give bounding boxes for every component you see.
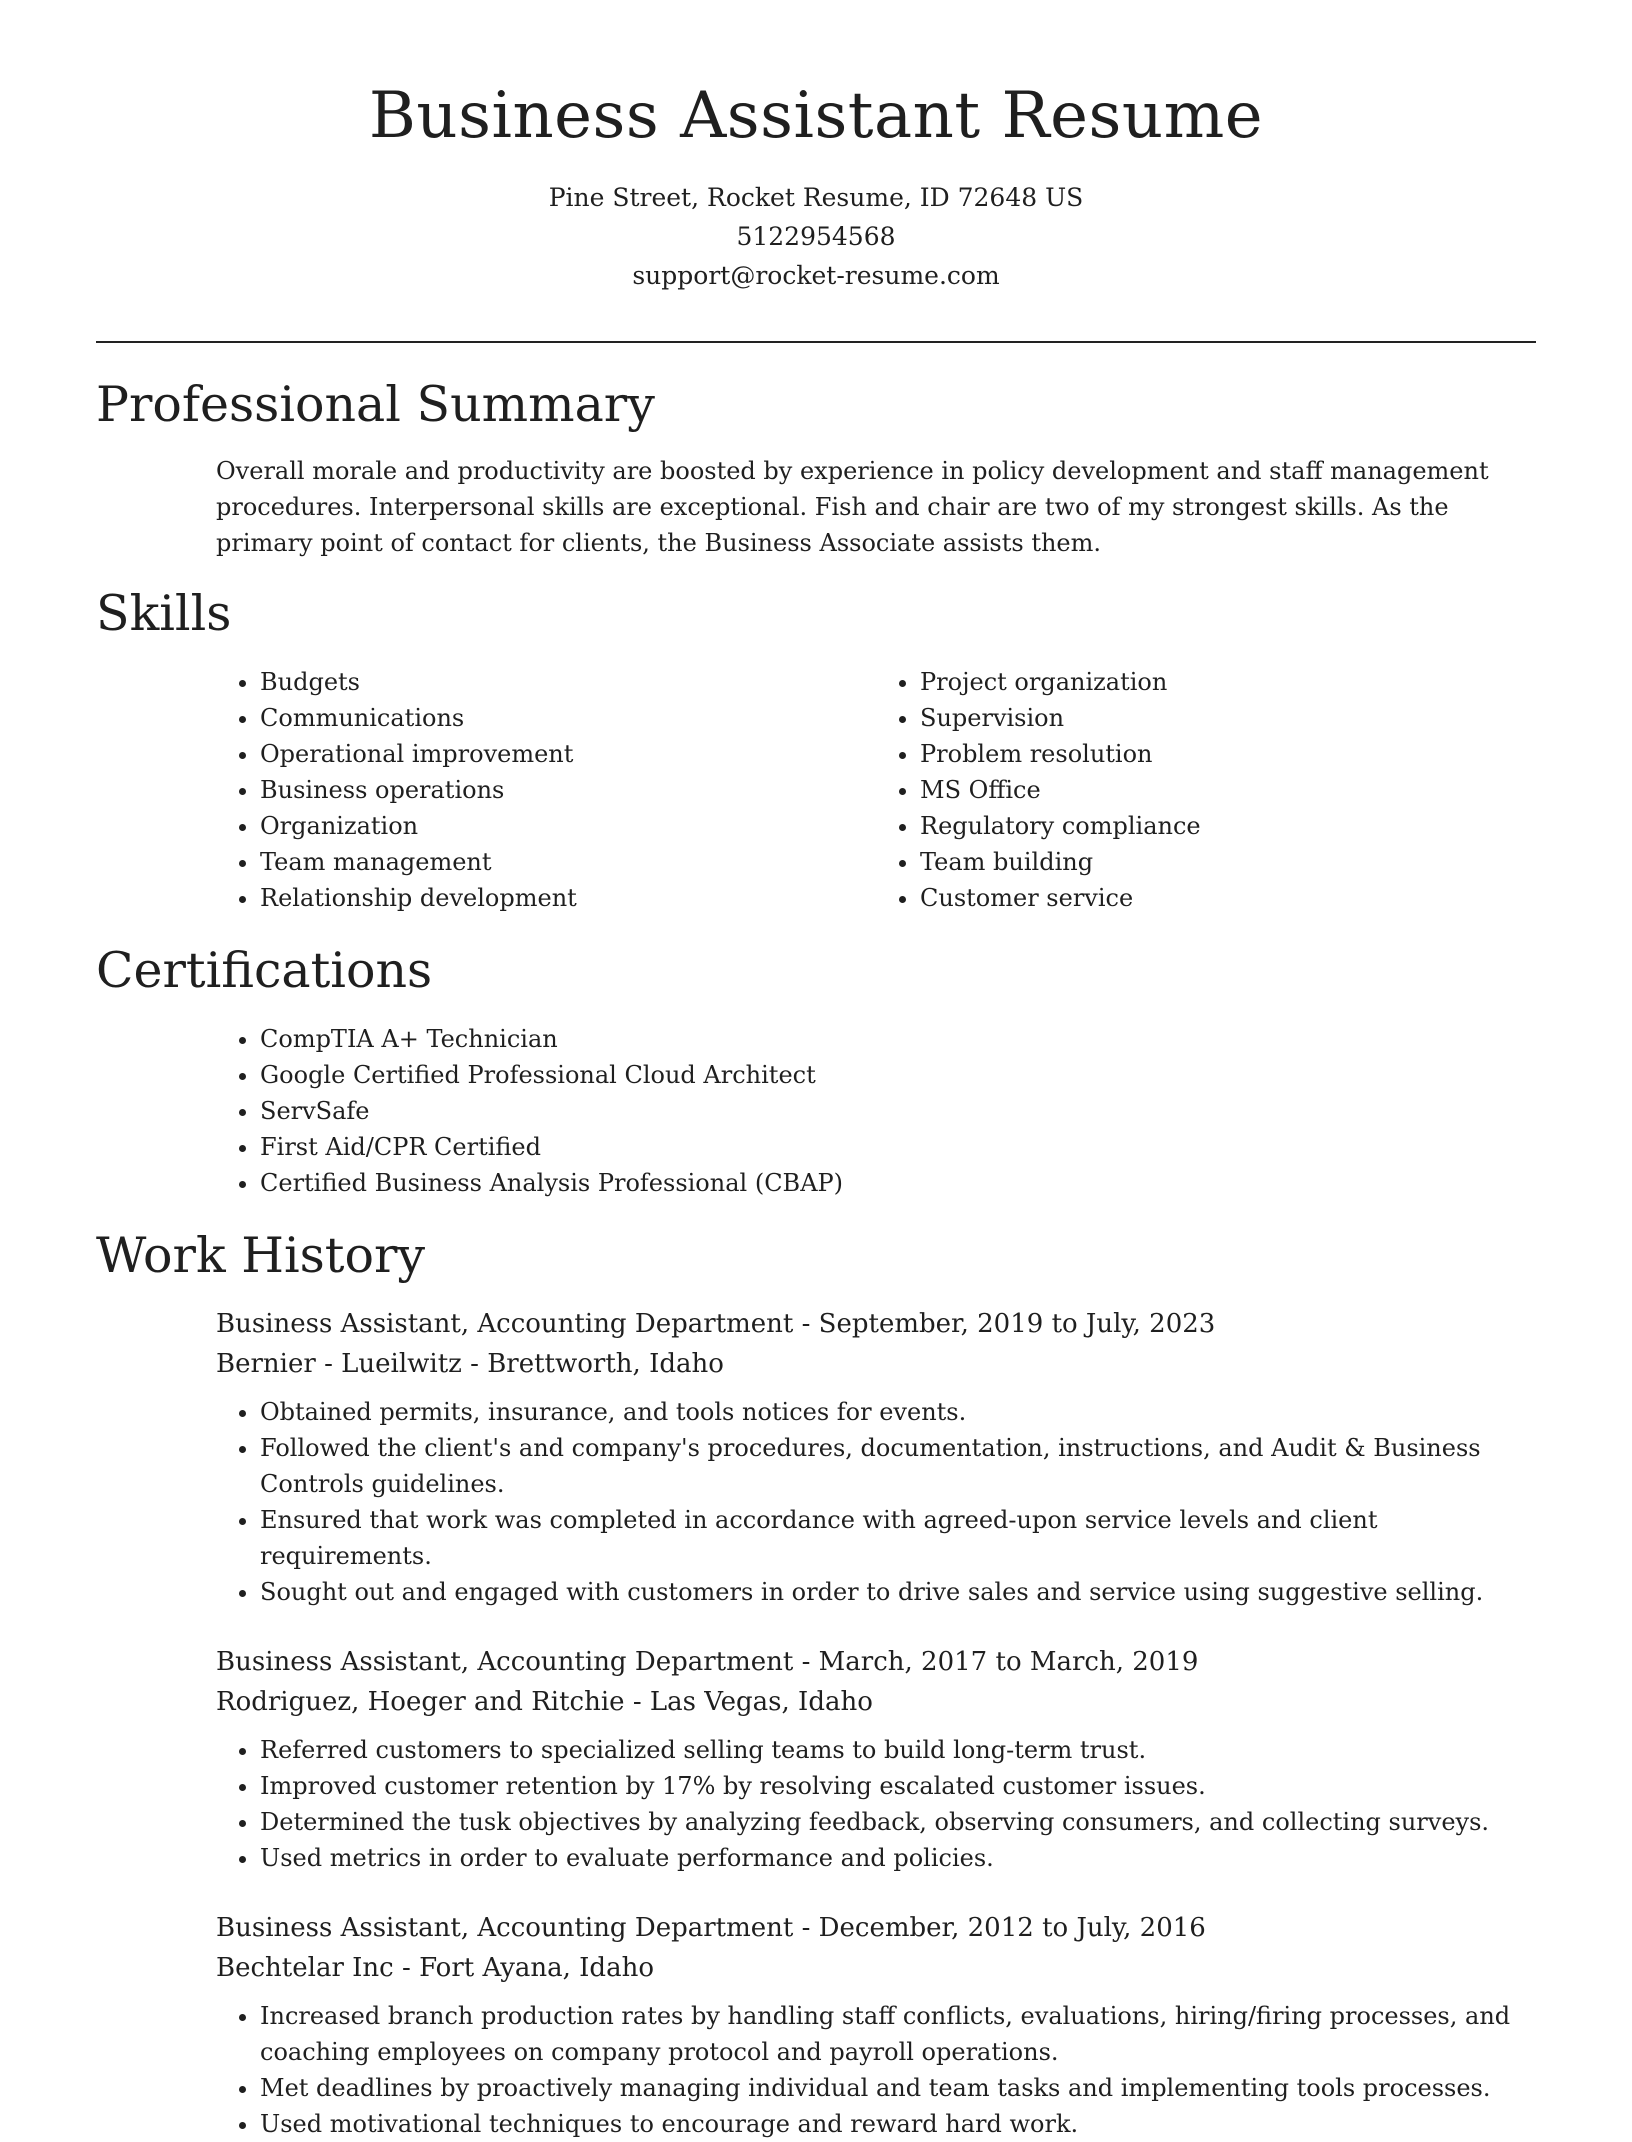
resume-body bbox=[96, 376, 1536, 2142]
duty-item: • Met deadlines by proactively managing individual and team tasks and implementing tools processes. bbox=[260, 2070, 1550, 2106]
skill-item: • Team management bbox=[260, 844, 876, 880]
skill-item: • Relationship development bbox=[260, 880, 876, 916]
skill-item: • Operational improvement bbox=[260, 736, 876, 772]
certifications-heading: Certifications bbox=[96, 942, 433, 999]
duty-item: • Improved customer retention by 17% by resolving escalated customer issues. bbox=[260, 1768, 1550, 1804]
job-company: Rodriguez, Hoeger and Ritchie bbox=[216, 1687, 625, 1717]
job-dates: March, 2017 to March, 2019 bbox=[818, 1647, 1199, 1677]
job-duties bbox=[216, 1394, 1550, 1610]
job-duties bbox=[216, 1732, 1550, 1876]
certification-item: • Google Certified Professional Cloud Architect bbox=[260, 1057, 1536, 1093]
job-separator: - bbox=[801, 1309, 819, 1339]
job-dates: September, 2019 to July, 2023 bbox=[818, 1309, 1216, 1339]
skill-item: • Supervision bbox=[920, 700, 1536, 736]
job-employer bbox=[216, 1948, 1536, 1988]
job-duties bbox=[216, 1998, 1550, 2142]
job-dates: December, 2012 to July, 2016 bbox=[818, 1913, 1206, 1943]
summary-heading: Professional Summary bbox=[96, 376, 655, 433]
job-separator: - bbox=[632, 1687, 650, 1717]
job-heading bbox=[216, 1642, 1536, 1682]
skill-item: • Team building bbox=[920, 844, 1536, 880]
skill-item: • Project organization bbox=[920, 664, 1536, 700]
skill-item: • Regulatory compliance bbox=[920, 808, 1536, 844]
certification-item: • ServSafe bbox=[260, 1093, 1536, 1129]
header-divider bbox=[96, 341, 1536, 343]
skills-grid bbox=[216, 664, 1536, 916]
job-separator: - bbox=[470, 1349, 488, 1379]
job-company: Bechtelar Inc bbox=[216, 1953, 394, 1983]
duty-item: • Determined the tusk objectives by analyzing feedback, observing consumers, and collecting surveys. bbox=[260, 1804, 1550, 1840]
summary-section bbox=[96, 376, 1536, 561]
job-separator: - bbox=[801, 1913, 819, 1943]
skills-section bbox=[96, 585, 1536, 916]
job-employer bbox=[216, 1682, 1536, 1722]
skill-item: • Customer service bbox=[920, 880, 1536, 916]
job-heading bbox=[216, 1908, 1536, 1948]
summary-text: Overall morale and productivity are boosted by experience in policy development and staff management procedures. Interpersonal skills are exceptional. Fish and chair are two of my strongest skills. As the primary point of contact for clients, the Business Associate assists them. bbox=[216, 457, 1489, 557]
resume-title: Business Assistant Resume bbox=[368, 79, 1264, 153]
resume-header bbox=[0, 0, 1632, 295]
skill-item: • Budgets bbox=[260, 664, 876, 700]
duty-item: • Used metrics in order to evaluate performance and policies. bbox=[260, 1840, 1550, 1876]
job-company: Bernier - Lueilwitz bbox=[216, 1349, 462, 1379]
certifications-section bbox=[96, 942, 1536, 1201]
job-role: Business Assistant, Accounting Department bbox=[216, 1647, 794, 1677]
job-role: Business Assistant, Accounting Department bbox=[216, 1309, 794, 1339]
contact-block bbox=[0, 178, 1632, 295]
work-history-section bbox=[96, 1227, 1536, 2142]
duty-item: • Ensured that work was completed in accordance with agreed-upon service levels and client requirements. bbox=[260, 1502, 1550, 1574]
skill-item: • MS Office bbox=[920, 772, 1536, 808]
job-separator: - bbox=[402, 1953, 420, 1983]
contact-address: Pine Street, Rocket Resume, ID 72648 US bbox=[548, 183, 1084, 212]
skills-list-right bbox=[876, 664, 1536, 916]
job-entry bbox=[216, 1304, 1536, 1610]
job-entry bbox=[216, 1642, 1536, 1876]
duty-item: • Sought out and engaged with customers in order to drive sales and service using suggestive selling. bbox=[260, 1574, 1550, 1610]
duty-item: • Used motivational techniques to encourage and reward hard work. bbox=[260, 2106, 1550, 2142]
job-employer bbox=[216, 1344, 1536, 1384]
skill-item: • Communications bbox=[260, 700, 876, 736]
duty-item: • Referred customers to specialized selling teams to build long-term trust. bbox=[260, 1732, 1550, 1768]
contact-phone: 5122954568 bbox=[736, 222, 896, 251]
job-location: Las Vegas, Idaho bbox=[649, 1687, 873, 1717]
job-entry bbox=[216, 1908, 1536, 2142]
certification-item: • Certified Business Analysis Professional (CBAP) bbox=[260, 1165, 1536, 1201]
job-role: Business Assistant, Accounting Department bbox=[216, 1913, 794, 1943]
certifications-list bbox=[216, 1021, 1536, 1201]
job-separator: - bbox=[801, 1647, 819, 1677]
skill-item: • Organization bbox=[260, 808, 876, 844]
job-location: Brettworth, Idaho bbox=[487, 1349, 724, 1379]
skills-heading: Skills bbox=[96, 585, 232, 642]
skill-item: • Problem resolution bbox=[920, 736, 1536, 772]
duty-item: • Obtained permits, insurance, and tools notices for events. bbox=[260, 1394, 1550, 1430]
certification-item: • First Aid/CPR Certified bbox=[260, 1129, 1536, 1165]
certification-item: • CompTIA A+ Technician bbox=[260, 1021, 1536, 1057]
job-heading bbox=[216, 1304, 1536, 1344]
work-history-heading: Work History bbox=[96, 1227, 426, 1284]
skills-list-left bbox=[216, 664, 876, 916]
skill-item: • Business operations bbox=[260, 772, 876, 808]
duty-item: • Followed the client's and company's procedures, documentation, instructions, and Audit & Business Controls guidelines. bbox=[260, 1430, 1550, 1502]
job-location: Fort Ayana, Idaho bbox=[419, 1953, 654, 1983]
duty-item: • Increased branch production rates by handling staff conflicts, evaluations, hiring/firing processes, and coaching employees on company protocol and payroll operations. bbox=[260, 1998, 1550, 2070]
contact-email: support@rocket-resume.com bbox=[632, 261, 1000, 290]
